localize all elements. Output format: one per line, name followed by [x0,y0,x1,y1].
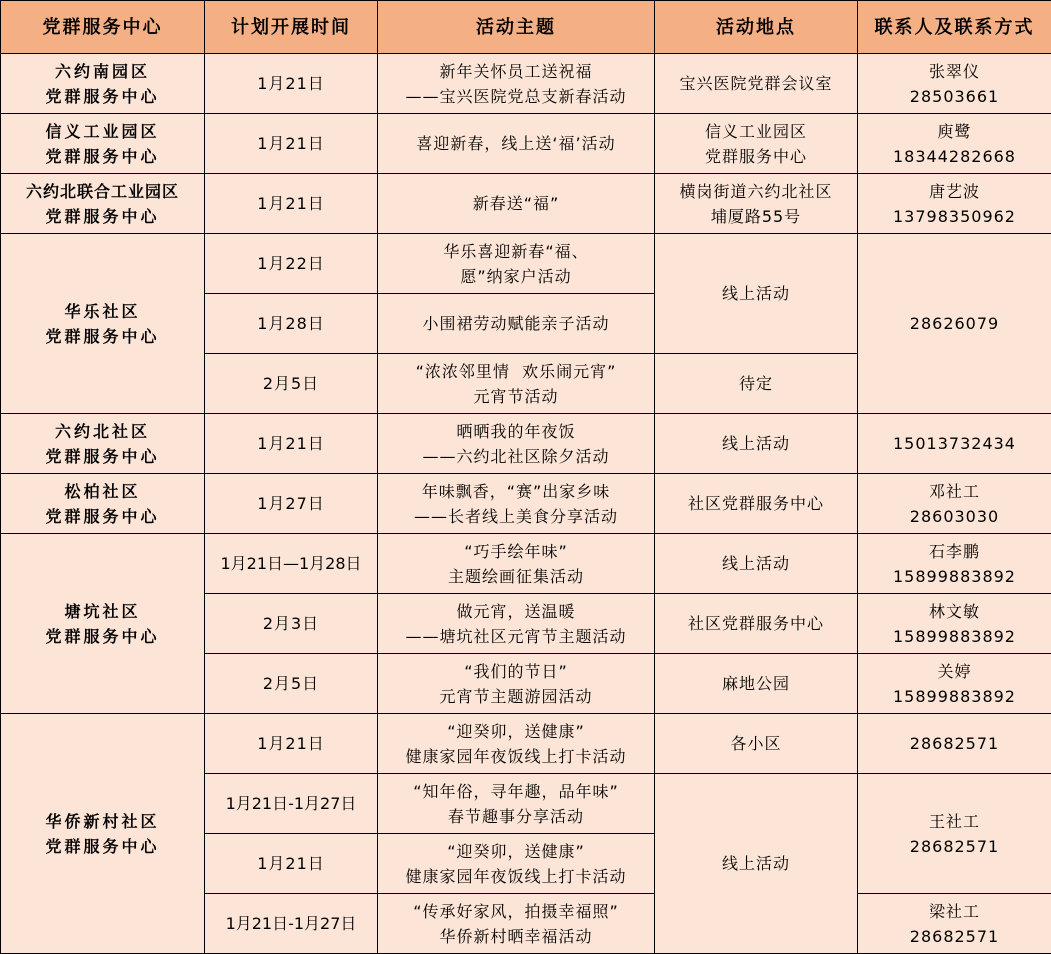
header-place: 活动地点 [655,1,858,54]
theme-cell: 晒晒我的年夜饭 ——六约北社区除夕活动 [378,414,655,474]
table-row [1,114,1051,174]
time-cell: 2月5日 [205,354,378,414]
header-time: 计划开展时间 [205,1,378,54]
time-cell: 1月27日 [205,474,378,534]
header-row [1,1,1051,54]
place-cell: 信义工业园区 党群服务中心 [655,114,858,174]
table-row [1,414,1051,474]
table-row [1,474,1051,534]
table-row [1,234,1051,294]
org-cell: 松柏社区 党群服务中心 [1,474,205,534]
time-cell: 1月28日 [205,294,378,354]
time-cell: 1月21日 [205,174,378,234]
contact-cell: 庾鹭 18344282668 [858,114,1051,174]
org-cell: 信义工业园区 党群服务中心 [1,114,205,174]
contact-cell: 石李鹏 15899883892 [858,534,1051,594]
contact-cell: 关婷 15899883892 [858,654,1051,714]
time-cell: 1月21日-1月27日 [205,894,378,954]
time-cell: 1月21日 [205,114,378,174]
theme-cell: “浓浓邻里情 欢乐闹元宵” 元宵节活动 [378,354,655,414]
theme-cell: “迎癸卯，送健康” 健康家园年夜饭线上打卡活动 [378,834,655,894]
header-contact: 联系人及联系方式 [858,1,1051,54]
place-cell: 麻地公园 [655,654,858,714]
contact-cell: 15013732434 [858,414,1051,474]
org-cell: 六约北联合工业园区 党群服务中心 [1,174,205,234]
theme-cell: “知年俗，寻年趣，品年味” 春节趣事分享活动 [378,774,655,834]
time-cell: 1月21日 [205,714,378,774]
header-theme: 活动主题 [378,1,655,54]
place-cell: 各小区 [655,714,858,774]
contact-cell: 王社工 28682571 [858,774,1051,894]
theme-cell: “迎癸卯，送健康” 健康家园年夜饭线上打卡活动 [378,714,655,774]
contact-cell: 梁社工 28682571 [858,894,1051,954]
contact-cell: 林文敏 15899883892 [858,594,1051,654]
org-cell: 华乐社区 党群服务中心 [1,234,205,414]
org-cell: 华侨新村社区 党群服务中心 [1,714,205,954]
place-cell: 社区党群服务中心 [655,474,858,534]
theme-cell: 新年关怀员工送祝福 ——宝兴医院党总支新春活动 [378,54,655,114]
time-cell: 1月21日 [205,414,378,474]
theme-cell: 新春送“福” [378,174,655,234]
time-cell: 1月21日—1月28日 [205,534,378,594]
place-cell: 社区党群服务中心 [655,594,858,654]
theme-cell: “巧手绘年味” 主题绘画征集活动 [378,534,655,594]
theme-cell: “传承好家风，拍摄幸福照” 华侨新村晒幸福活动 [378,894,655,954]
contact-cell: 张翠仪 28503661 [858,54,1051,114]
org-cell: 六约南园区 党群服务中心 [1,54,205,114]
time-cell: 1月22日 [205,234,378,294]
theme-cell: “我们的节日” 元宵节主题游园活动 [378,654,655,714]
contact-cell: 28682571 [858,714,1051,774]
time-cell: 1月21日-1月27日 [205,774,378,834]
place-cell: 线上活动 [655,534,858,594]
header-org: 党群服务中心 [1,1,205,54]
place-cell: 宝兴医院党群会议室 [655,54,858,114]
contact-cell: 邓社工 28603030 [858,474,1051,534]
table-row [1,174,1051,234]
time-cell: 1月21日 [205,834,378,894]
table-row [1,54,1051,114]
place-cell: 线上活动 [655,414,858,474]
contact-cell: 28626079 [858,234,1051,414]
theme-cell: 做元宵，送温暖 ——塘坑社区元宵节主题活动 [378,594,655,654]
org-cell: 塘坑社区 党群服务中心 [1,534,205,714]
time-cell: 2月3日 [205,594,378,654]
time-cell: 1月21日 [205,54,378,114]
theme-cell: 年味飘香，“赛”出家乡味 ——长者线上美食分享活动 [378,474,655,534]
place-cell: 待定 [655,354,858,414]
contact-cell: 唐艺波 13798350962 [858,174,1051,234]
place-cell: 线上活动 [655,234,858,354]
org-cell: 六约北社区 党群服务中心 [1,414,205,474]
table-row [1,534,1051,594]
table-row [1,714,1051,774]
place-cell: 横岗街道六约北社区 埔厦路55号 [655,174,858,234]
theme-cell: 小围裙劳动赋能亲子活动 [378,294,655,354]
time-cell: 2月5日 [205,654,378,714]
theme-cell: 喜迎新春，线上送‘福’活动 [378,114,655,174]
theme-cell: 华乐喜迎新春“福、 愿”纳家户活动 [378,234,655,294]
place-cell: 线上活动 [655,774,858,954]
